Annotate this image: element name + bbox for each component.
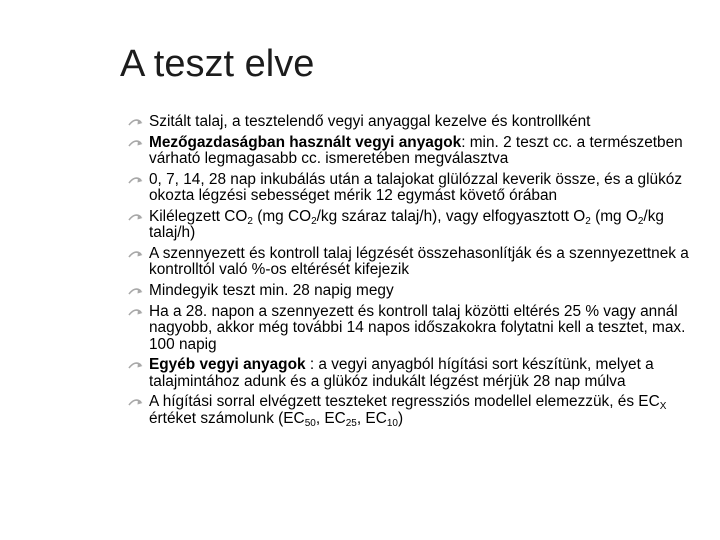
bullet-item	[128, 283, 703, 299]
bullet-item	[128, 172, 703, 205]
bullet-text: Szitált talaj, a tesztelendő vegyi anyaggal kezelve és kontrollként	[149, 113, 591, 130]
bullet-text: Kilélegzett CO	[149, 207, 248, 225]
subscript: 10	[386, 417, 398, 429]
curved-arrow-bullet-icon	[128, 396, 144, 408]
bullet-text: : a vegyi anyagból hígítási sort készítünk, melyet a talajmintához adunk és a glükóz indukált légzést mérjük 28 nap múlva	[149, 356, 654, 390]
bullet-item	[128, 394, 703, 427]
bullet-text: 0, 7, 14, 28 nap inkubálás után a talajokat glülózzal keverik össze, és a glükóz okozta légzési sebességet mérik 12 egymást követő órában	[149, 170, 683, 205]
subscript: 2	[311, 215, 317, 227]
bullet-bold-text: Egyéb vegyi anyagok	[149, 356, 306, 374]
bullet-text: Mindegyik teszt min. 28 napig megy	[149, 282, 394, 300]
bullet-item	[128, 209, 703, 242]
bullet-item	[128, 135, 703, 168]
curved-arrow-bullet-icon	[128, 211, 144, 223]
slide-title: A teszt elve	[120, 43, 315, 85]
subscript: 2	[247, 215, 253, 227]
bullet-text: A szennyezett és kontroll talaj légzését összehasonlítják és a szennyezettnek a kontrolltól való %-os eltérését kifejezik	[149, 245, 689, 279]
subscript: 2	[585, 215, 591, 227]
bullet-text: : min. 2 teszt cc. a természetben várható legmagasabb cc. ismeretében megválasztva	[149, 133, 683, 168]
bullet-text: /kg száraz talaj/h), vagy elfogyasztott O	[316, 207, 586, 225]
subscript: X	[659, 401, 667, 413]
subscript: 50	[304, 417, 316, 429]
bullet-item	[128, 114, 703, 130]
subscript: 25	[345, 417, 357, 429]
bullet-text: )	[397, 409, 404, 427]
curved-arrow-bullet-icon	[128, 116, 144, 128]
bullet-item	[128, 357, 703, 390]
curved-arrow-bullet-icon	[128, 285, 144, 297]
bullet-text: A hígítási sorral elvégzett teszteket regressziós modellel elemezzük, és EC	[149, 393, 660, 411]
bullet-text: Ha a 28. napon a szennyezett és kontroll talaj közötti eltérés 25 % vagy annál nagyobb, akkor még további 14 napos időszakokra folytatni kell a tesztet, max. 100 napig	[149, 302, 686, 353]
bullet-text: értéket számolunk (EC	[149, 409, 305, 427]
curved-arrow-bullet-icon	[128, 248, 144, 260]
curved-arrow-bullet-icon	[128, 306, 144, 318]
subscript: 2	[637, 215, 644, 227]
bullet-list	[128, 114, 703, 432]
curved-arrow-bullet-icon	[128, 137, 144, 149]
curved-arrow-bullet-icon	[128, 359, 144, 371]
curved-arrow-bullet-icon	[128, 174, 144, 186]
bullet-text: (mg O	[590, 207, 638, 225]
bullet-text: , EC	[356, 409, 387, 427]
bullet-text: /kg talaj/h)	[149, 207, 664, 242]
bullet-text: , EC	[315, 409, 346, 427]
bullet-item	[128, 246, 703, 279]
bullet-item	[128, 304, 703, 353]
bullet-text: (mg CO	[252, 207, 312, 225]
bullet-bold-text: Mezőgazdaságban használt vegyi anyagok	[149, 133, 462, 151]
